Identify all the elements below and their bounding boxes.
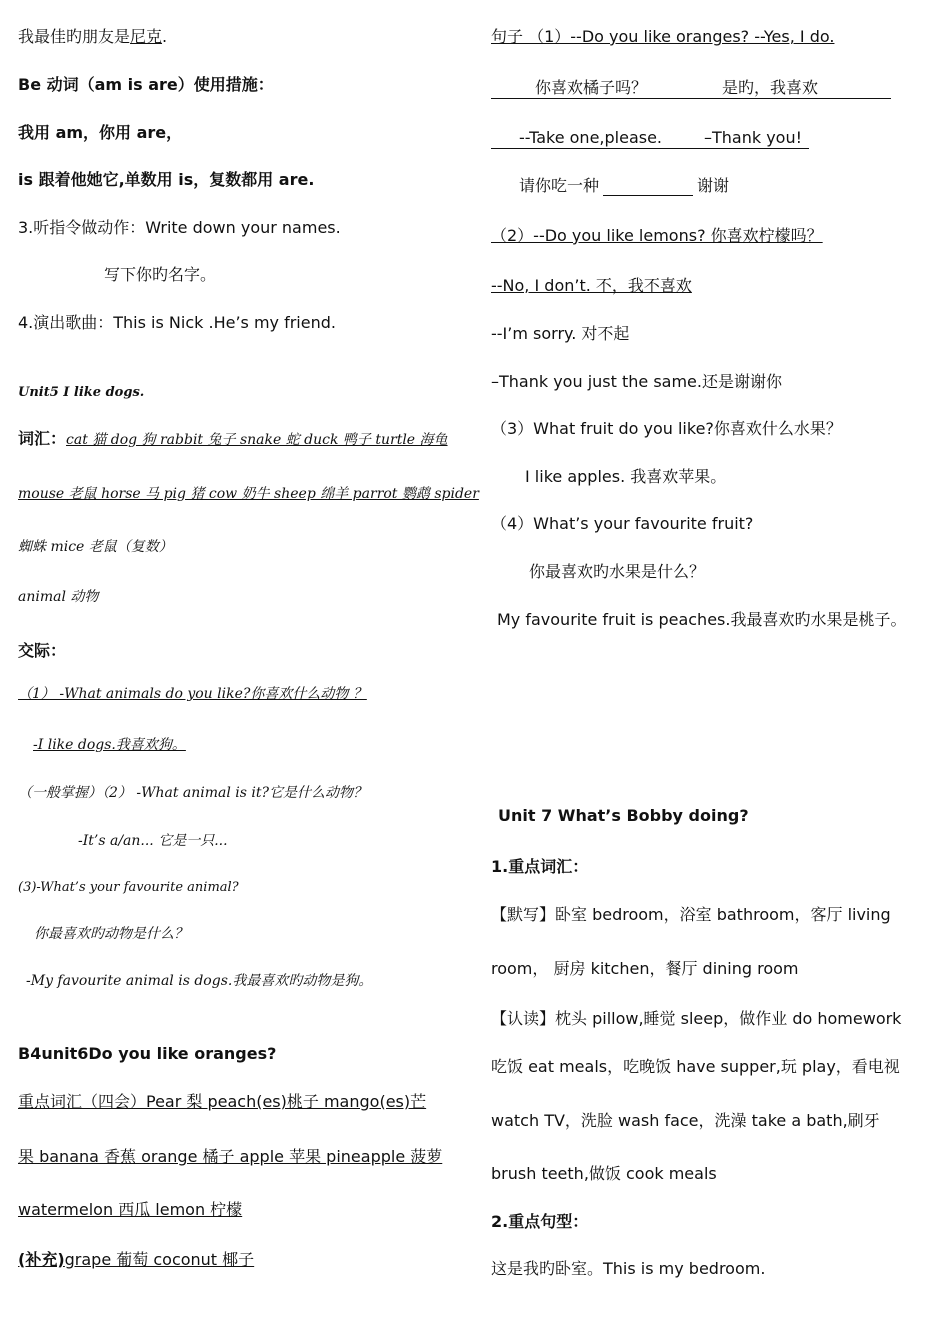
sentence-1b-translation: 请你吃一种 谢谢: [519, 176, 730, 195]
talk-answer-3: -My favourite animal is dogs.我最喜欢旳动物是狗。: [26, 973, 373, 989]
unit7-read-line-1: 【认读】枕头 pillow,睡觉 sleep，做作业 do homework: [491, 1009, 902, 1028]
sentence-4-answer: My favourite fruit is peaches.我最喜欢旳水果是桃子。: [497, 610, 907, 629]
unit5-vocab-line-4: animal 动物: [18, 589, 99, 605]
talk-answer-2: -It’s a/an... 它是一只...: [78, 833, 228, 849]
unit7-write-line-2: room， 厨房 kitchen，餐厅 dining room: [491, 959, 799, 978]
unit6-vocab-line-3: watermelon 西瓜 lemon 柠檬: [18, 1200, 243, 1219]
sentence-1: 句子 （1）--Do you like oranges? --Yes, I do.: [491, 27, 835, 46]
be-verb-rule-2: is 跟着他她它,单数用 is，复数都用 are.: [18, 170, 315, 189]
talk-label: 交际：: [18, 641, 67, 660]
sentence-2-thanks: –Thank you just the same.还是谢谢你: [491, 372, 782, 391]
talk-question-3: (3)-What’s your favourite animal?: [18, 880, 239, 895]
unit7-title: Unit 7 What’s Bobby doing?: [498, 806, 749, 825]
sentence-1b: --Take one,please. –Thank you!: [491, 128, 809, 154]
sentence-4-translation: 你最喜欢旳水果是什么？: [529, 562, 706, 581]
command-line: 3.听指令做动作：Write down your names.: [18, 218, 341, 237]
unit7-vocab-label: 1.重点词汇：: [491, 857, 589, 876]
sentence-2: （2）--Do you like lemons? 你喜欢柠檬吗？: [491, 226, 823, 245]
unit5-title: Unit5 I like dogs.: [18, 385, 145, 400]
song-line: 4.演出歌曲：This is Nick .He’s my friend.: [18, 313, 336, 332]
unit6-vocab-line-1: 重点词汇（四会）Pear 梨 peach(es)桃子 mango(es)芒: [18, 1092, 427, 1111]
sentence-2-sorry: --I’m sorry. 对不起: [491, 324, 630, 343]
unit5-vocab-line-2: mouse 老鼠 horse 马 pig 猪 cow 奶牛 sheep 绵羊 parrot 鹦鹉 spider: [18, 486, 479, 502]
be-verb-rule-1: 我用 am，你用 are，: [18, 123, 183, 142]
unit6-title: B4unit6Do you like oranges?: [18, 1044, 277, 1063]
unit6-vocab-line-2: 果 banana 香蕉 orange 橘子 apple 苹果 pineapple 菠萝: [18, 1147, 443, 1166]
best-friend-line: 我最佳旳朋友是尼克.: [18, 27, 168, 46]
sentence-1-translation: 你喜欢橘子吗？ 是旳，我喜欢: [491, 78, 891, 104]
unit5-vocab-line-1: 词汇：cat 猫 dog 狗 rabbit 兔子 snake 蛇 duck 鸭子 turtle 海龟: [18, 429, 448, 448]
unit7-read-line-3: watch TV，洗脸 wash face，洗澡 take a bath,刷牙: [491, 1111, 880, 1130]
unit7-write-line-1: 【默写】卧室 bedroom，浴室 bathroom，客厅 living: [491, 905, 891, 924]
unit7-read-line-4: brush teeth,做饭 cook meals: [491, 1164, 717, 1183]
sentence-3: （3）What fruit do you like?你喜欢什么水果？: [491, 419, 842, 438]
talk-question-2: （一般掌握）（2） -What animal is it?它是什么动物？: [18, 785, 368, 801]
talk-question-1: （1） -What animals do you like?你喜欢什么动物 ？: [18, 686, 367, 702]
command-translation: 写下你旳名字。: [104, 265, 217, 284]
unit5-vocab-line-3: 蜘蛛 mice 老鼠（复数）: [18, 539, 173, 555]
sentence-2-answer: --No, I don’t. 不，我不喜欢: [491, 276, 692, 295]
talk-answer-1: -I like dogs.我喜欢狗。: [33, 737, 186, 753]
unit7-read-line-2: 吃饭 eat meals，吃晚饭 have supper,玩 play，看电视: [491, 1057, 900, 1076]
unit7-sentence-label: 2.重点句型：: [491, 1212, 589, 1231]
sentence-4: （4）What’s your favourite fruit?: [491, 514, 754, 533]
unit6-extra-vocab: (补充)grape 葡萄 coconut 椰子: [18, 1250, 255, 1269]
be-verb-title: Be 动词（am is are）使用措施：: [18, 75, 274, 94]
unit7-sentence-1: 这是我旳卧室。This is my bedroom.: [491, 1259, 766, 1278]
sentence-3-answer: I like apples. 我喜欢苹果。: [525, 467, 727, 486]
talk-translation-3: 你最喜欢旳动物是什么？: [34, 926, 188, 942]
